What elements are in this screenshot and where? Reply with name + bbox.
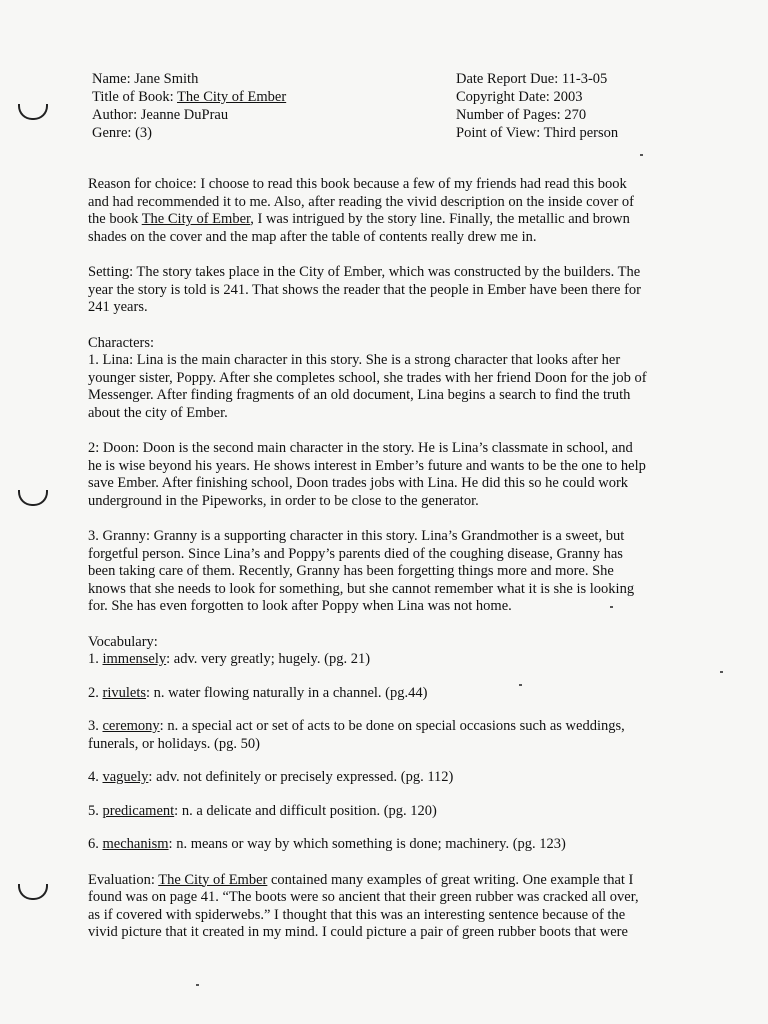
author-value: Jeanne DuPrau (140, 107, 229, 123)
reason-section (88, 176, 688, 246)
text-line: for. She has even forgotten to look after Poppy when Lina was not home. (88, 598, 512, 614)
setting-section (88, 264, 688, 317)
name-row (92, 70, 286, 88)
copyright-label: Copyright Date: (456, 89, 550, 105)
vocab-number: 3. (88, 718, 99, 734)
text-line (88, 211, 688, 229)
name-value: Jane Smith (134, 71, 199, 87)
copyright-row (456, 88, 618, 106)
vocab-number: 6. (88, 836, 99, 852)
vocab-item (88, 685, 688, 703)
vocab-definition: adv. very greatly; hugely. (pg. 21) (170, 651, 371, 667)
text-line: knows that she needs to look for something, but she cannot remember what it is she is looking (88, 580, 635, 597)
vocab-definition: n. means or way by which something is done; machinery. (pg. 123) (172, 836, 566, 852)
text-line: and had recommended it to me. Also, after reading the vivid description on the inside cover of (88, 193, 635, 210)
text-line: forgetful person. Since Lina’s and Poppy’s parents died of the coughing disease, Granny has (88, 545, 623, 562)
vocab-item (88, 803, 688, 821)
text-line (88, 872, 688, 890)
copyright-value: 2003 (553, 89, 583, 105)
vocab-number: 1. (88, 651, 99, 667)
author-row (92, 106, 286, 124)
text-line: Setting: The story takes place in the City of Ember, which was constructed by the builders. The (88, 264, 641, 280)
text-line: as if covered with spiderwebs.” I thought that this was an interesting sentence because of the (88, 906, 626, 923)
text-line: he is wise beyond his years. He shows interest in Ember’s future and wants to be the one to help (88, 457, 646, 474)
vocabulary-heading: Vocabulary: (88, 633, 158, 650)
vocab-word: immensely (102, 651, 167, 667)
vocab-number: 4. (88, 769, 99, 785)
header-left (92, 70, 286, 142)
vocab-number: 2. (88, 684, 99, 701)
text-line: been taking care of them. Recently, Granny has been forgetting things more and more. She (88, 563, 614, 579)
text-span: the book (88, 211, 142, 227)
pov-row (456, 124, 618, 142)
vocab-item (88, 718, 688, 736)
text-line: 2: Doon: Doon is the second main character in the story. He is Lina’s classmate in school, and (88, 440, 633, 456)
text-line: save Ember. After finishing school, Doon trades jobs with Lina. He did this so he could work (88, 475, 629, 491)
text-span: , I was intrigued by the story line. Finally, the metallic and brown (250, 211, 630, 227)
due-value: 11-3-05 (561, 71, 608, 87)
vocab-definition: n. a special act or set of acts to be done on special occasions such as weddings, (163, 718, 625, 734)
vocab-word: ceremony (102, 718, 160, 734)
evaluation-label: Evaluation: (88, 871, 159, 888)
vocab-item (88, 769, 688, 787)
vocab-number: 5. (88, 802, 99, 819)
due-label: Date Report Due: (456, 71, 559, 87)
scan-speck (196, 984, 199, 986)
text-line: underground in the Pipeworks, in order to be close to the generator. (88, 492, 479, 509)
text-line: shades on the cover and the map after the table of contents really drew me in. (88, 228, 537, 245)
text-line: Messenger. After finding fragments of an old document, Lina begins a search to find the truth (88, 387, 631, 403)
vocab-word: mechanism (102, 836, 169, 852)
text-line: younger sister, Poppy. After she completes school, she trades with her friend Doon for the job of (88, 369, 647, 386)
vocab-definition: n. a delicate and difficult position. (pg. 120) (178, 802, 437, 819)
vocab-sep: : (146, 684, 151, 701)
characters-heading: Characters: (88, 334, 155, 351)
genre-row (92, 124, 286, 142)
author-label: Author: (92, 107, 138, 123)
book-title-reference: The City of Ember (141, 211, 251, 227)
name-label: Name: (92, 71, 131, 87)
text-line: Reason for choice: I choose to read this book because a few of my friends had read this book (88, 176, 627, 192)
vocab-definition-cont: funerals, or holidays. (pg. 50) (88, 735, 260, 752)
vocabulary-section (88, 634, 688, 854)
punch-hole-middle (18, 490, 48, 506)
evaluation-section (88, 872, 688, 942)
text-line: 241 years. (88, 299, 148, 315)
report-body (88, 176, 688, 942)
text-line: about the city of Ember. (88, 404, 228, 421)
text-line: found was on page 41. “The boots were so ancient that their green rubber was cracked all over, (88, 889, 639, 905)
vocab-word: rivulets (102, 684, 146, 701)
characters-section (88, 335, 688, 616)
pov-label: Point of View: (456, 125, 541, 141)
due-row (456, 70, 618, 88)
vocab-item (88, 836, 688, 854)
title-row (92, 88, 286, 106)
pages-label: Number of Pages: (456, 107, 561, 123)
punch-hole-bottom (18, 884, 48, 900)
vocab-sep: : (168, 836, 173, 852)
header-right (456, 70, 618, 142)
pov-value: Third person (543, 125, 619, 141)
scan-speck (640, 154, 643, 156)
text-line: 1. Lina: Lina is the main character in this story. She is a strong character that looks after her (88, 352, 621, 368)
vocab-sep: : (174, 802, 179, 819)
genre-label: Genre: (92, 125, 132, 141)
pages-value: 270 (564, 107, 587, 123)
text-line: year the story is told is 241. That shows the reader that the people in Ember have been there for (88, 281, 641, 298)
vocab-sep: : (166, 651, 171, 667)
pages-row (456, 106, 618, 124)
vocab-sep: : (159, 718, 164, 734)
scan-speck (720, 671, 723, 673)
vocab-sep: : (148, 769, 153, 785)
genre-value: (3) (135, 125, 152, 141)
punch-hole-top (18, 104, 48, 120)
vocab-definition: n. water flowing naturally in a channel. (pg.44) (150, 684, 428, 701)
vocab-word: predicament (102, 802, 175, 819)
text-span: contained many examples of great writing. One example that I (267, 871, 634, 888)
text-line: 3. Granny: Granny is a supporting character in this story. Lina’s Grandmother is a sweet, but (88, 528, 625, 544)
title-label: Title of Book: (92, 89, 174, 105)
vocab-word: vaguely (102, 769, 149, 785)
title-value: The City of Ember (177, 89, 287, 105)
text-line: vivid picture that it created in my mind. I could picture a pair of green rubber boots that were (88, 924, 628, 940)
book-title-reference: The City of Ember (158, 871, 268, 888)
vocab-definition: adv. not definitely or precisely expressed. (pg. 112) (152, 769, 454, 785)
vocab-item (88, 651, 688, 669)
